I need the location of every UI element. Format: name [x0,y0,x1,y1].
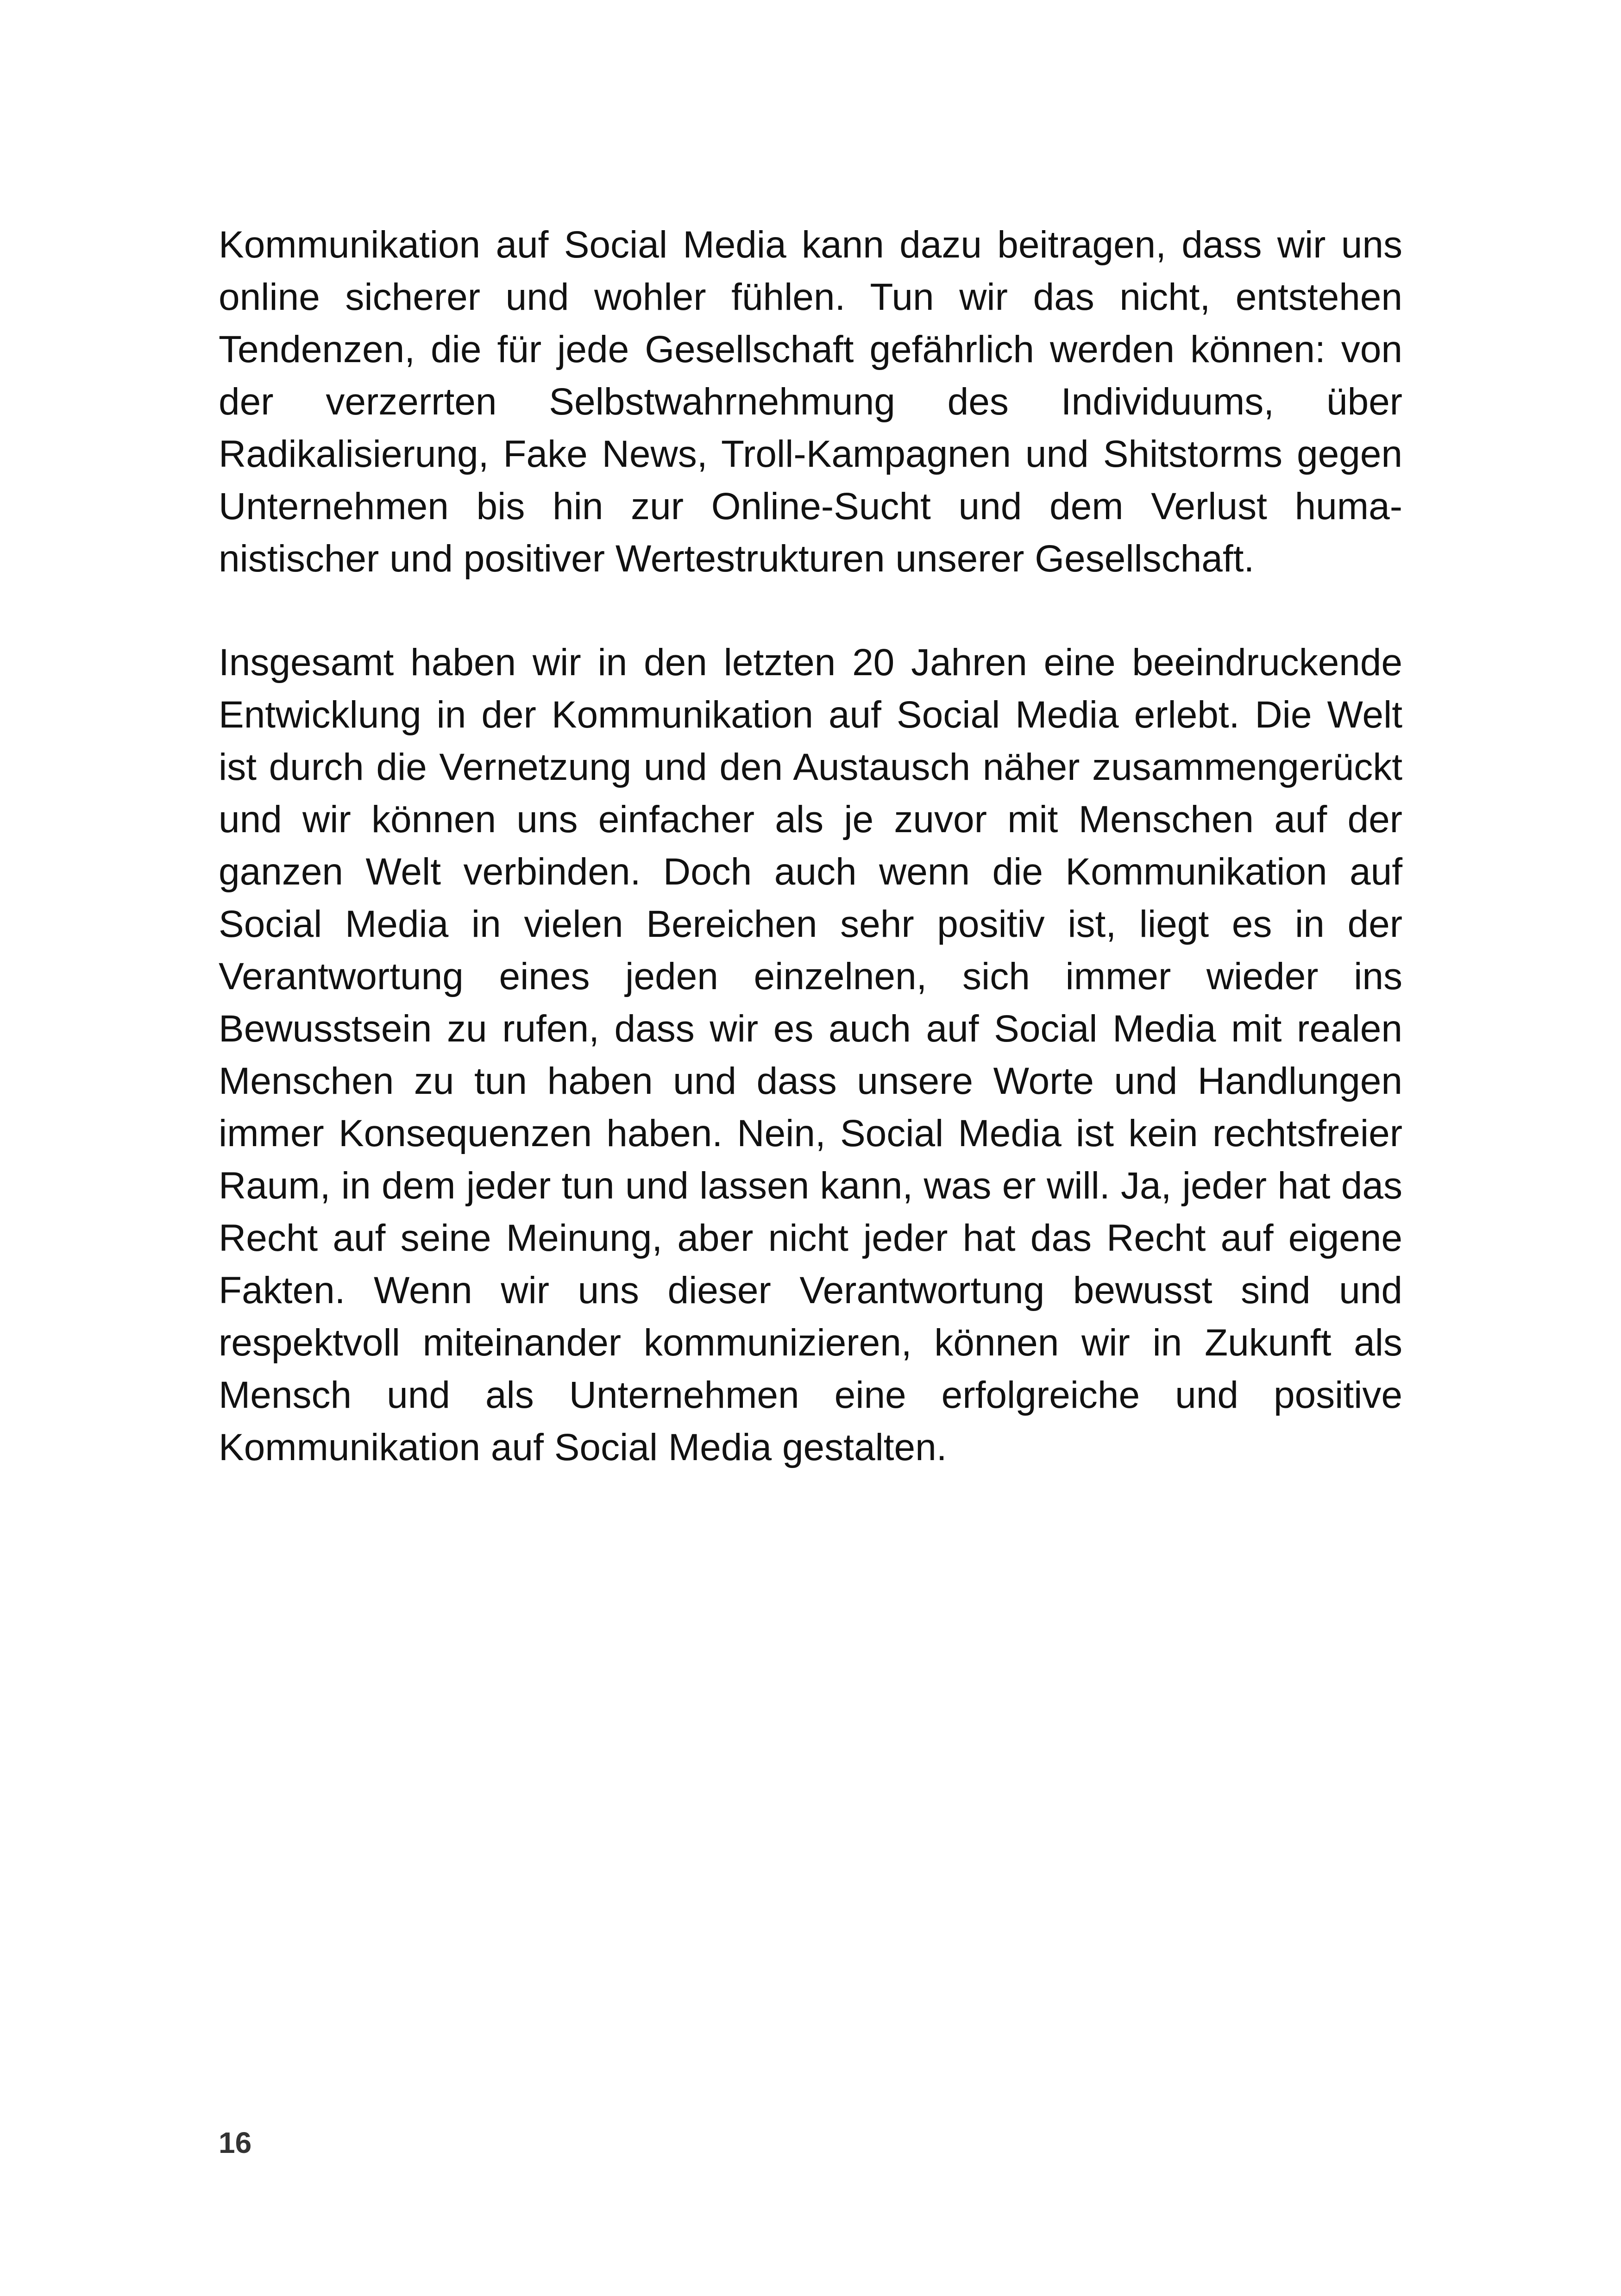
paragraph-text: Insgesamt haben wir in den letzten 20 Jahren eine beeindruckende Entwicklung in der Kommunikation auf Social Media erlebt. Die Welt ist durch die Vernetzung und den Austausch näher zusammengerückt und wir können uns einfacher als je zuvor mit Menschen auf der ganzen Welt verbinden. Doch auch wenn die Kommunikation auf Social Media in vielen Bereichen sehr positiv ist, liegt es in der Verantwortung eines jeden einzelnen, sich immer wieder ins Bewusstsein zu rufen, dass wir es auch auf Social Media mit realen Menschen zu tun haben und dass unsere Worte und Handlungen immer Konsequenzen haben. Nein, Social Media ist kein rechtsfreier Raum, in dem jeder tun und lassen kann, was er will. Ja, jeder hat das Recht auf seine Meinung, aber nicht jeder hat das Recht auf eigene Fakten. Wenn wir uns dieser Verantwortung bewusst sind und respektvoll miteinander kommunizieren, können wir in Zukunft als Mensch und als Unternehmen eine erfolgreiche und positive Kommunikation auf Social Media gestalten. [219,641,1402,1468]
paragraph-text: Kommunikation auf Social Media kann dazu beitragen, dass wir uns online sicherer und wohler fühlen. Tun wir das nicht, entstehen Tendenzen, die für jede Gesellschaft gefährlich werden können: von der verzerrten Selbstwahrnehmung des Individuums, über Radikalisierung, Fake News, Troll-Kampagnen und Shitstorms gegen Unternehmen bis hin zur Online-Sucht und dem Verlust humanistischer und positiver Wertestrukturen unserer Gesellschaft. [219,224,1402,580]
body-paragraph [219,636,1402,1474]
page-number: 16 [219,2126,252,2159]
body-paragraph [219,219,1402,585]
